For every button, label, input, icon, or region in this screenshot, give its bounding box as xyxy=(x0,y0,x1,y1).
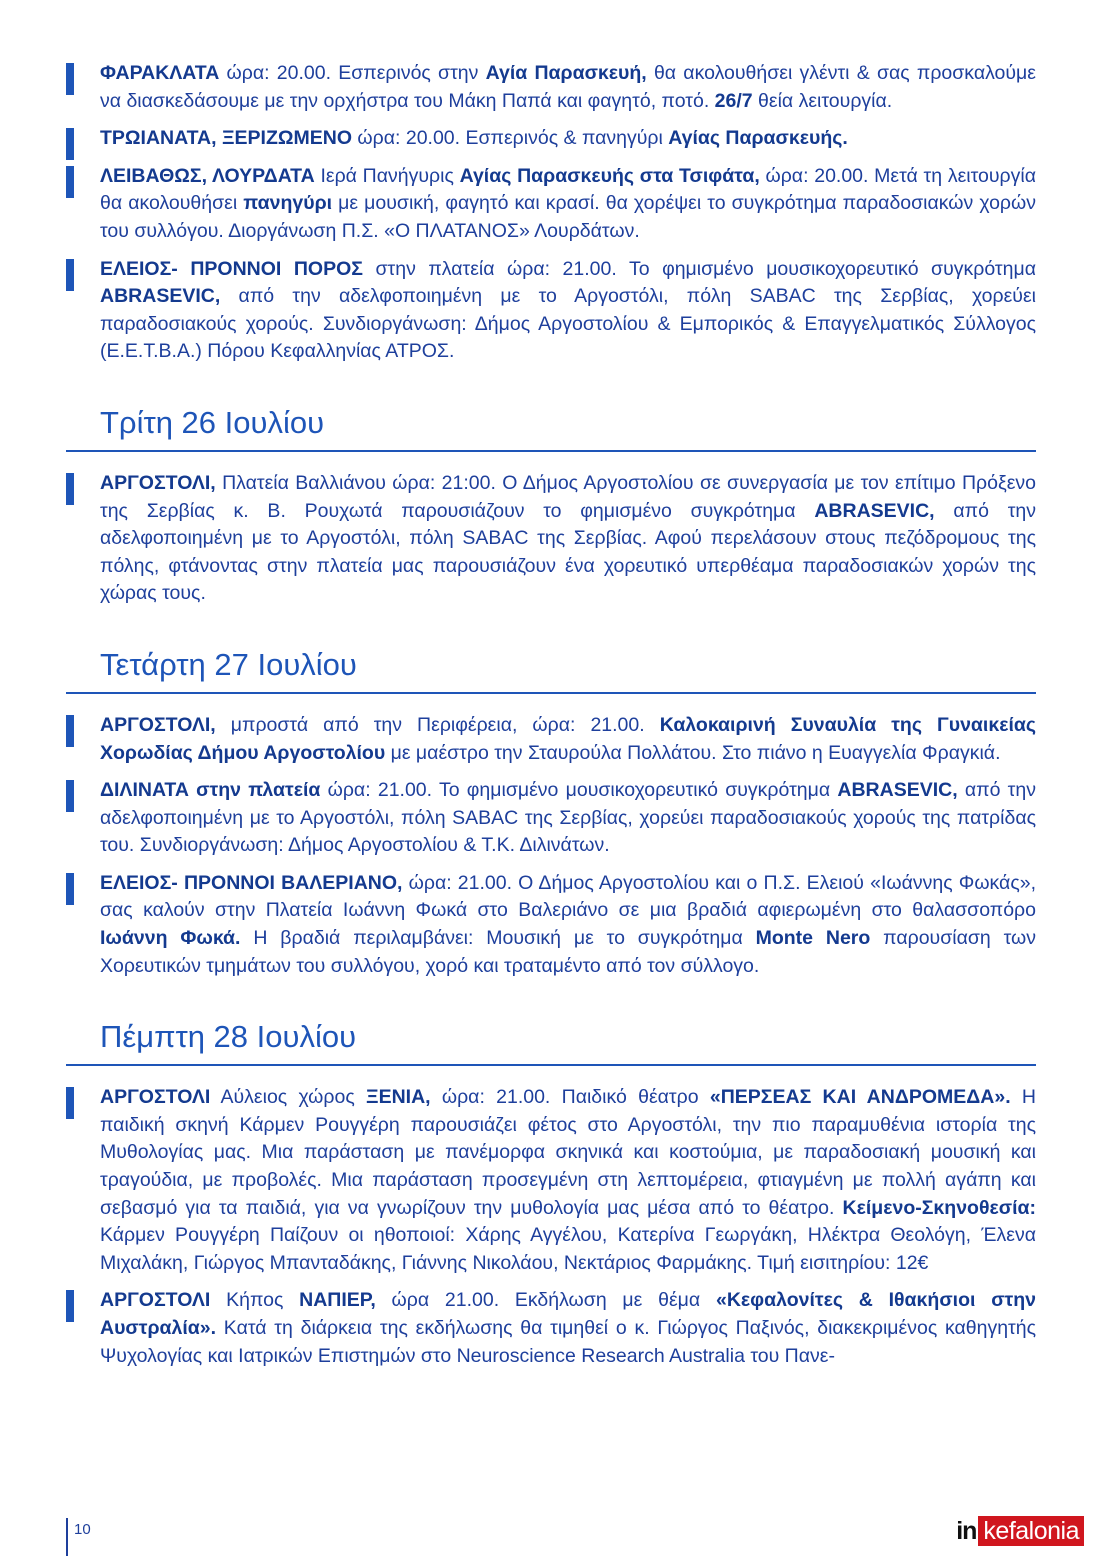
entry-text: ώρα: 21.00. Ο Δήμος Αργοστολίου και ο Π.Σ. Ελειού «Ιωάννης Φωκάς», σας καλούν στην Πλατεία Ιωάννη Φωκά στο Βαλεριάνο σε μια βραδιά αφιερωμένη στο θαλασσοπόρο xyxy=(100,871,1036,922)
entry-text: Η βραδιά περιλαμβάνει: Μουσική με το συγκρότημα xyxy=(240,927,756,950)
event-entry xyxy=(66,256,1036,366)
event-entry xyxy=(66,1084,1036,1277)
entry-text: Η παιδική σκηνή Κάρμεν Ρουγγέρη παρουσιάζει φέτος στο Αργοστόλι, την πιο παραμυθένια ιστορία της Μυθολογίας μας. Μια παράσταση με πανέμορφα σκηνικά και κοστούμια, με παραδοσιακή μουσική και τραγούδια, με προβολές. Μια παράσταση προσεγμένη στη λεπτομέρεια, φτιαγμένη με πολλή αγάπη και σεβασμό για τα παιδιά, για να γνωρίζουν την μυθολογία μας μέσα από το θέατρο. xyxy=(100,1086,1037,1219)
entry-text: ώρα: 21.00. Παιδικό θέατρο xyxy=(430,1086,710,1109)
entry-marker xyxy=(66,1290,74,1322)
entry-highlight: ΦΑΡΑΚΛΑΤΑ xyxy=(100,62,220,84)
day-heading: Τρίτη 26 Ιουλίου xyxy=(66,404,1036,452)
entry-highlight: «Κεφαλονίτες & Ιθακήσιοι στην Αυστραλία». xyxy=(100,1289,1036,1339)
entry-text: ώρα 21.00. Εκδήλωση με θέμα xyxy=(375,1289,716,1312)
event-entry xyxy=(66,470,1036,608)
entry-text: Κατά τη διάρκεια της εκδήλωσης θα τιμηθεί ο κ. Γιώργος Παξινός, διακεκριμένος καθηγητής Ψυχολογίας και Ιατρικών Επιστημών στο Neuroscience Research Australia του Πανε- xyxy=(100,1317,1036,1367)
entry-highlight: Αγίας Παρασκευής. xyxy=(668,127,848,150)
entry-highlight: ΑΡΓΟΣΤΟΛΙ, xyxy=(100,713,216,736)
entry-text: από την αδελφοποιημένη με το Αργοστόλι, πόλη SABAC της Σερβίας, χορεύει παραδοσιακούς χορούς. Συνδιοργάνωση: Δήμος Αργοστολίου & Εμπορικός & Επαγγελματικός Σύλλογος (Ε.Ε.Τ.Β.Α.) Πόρου Κεφαλληνίας ΑΤΡΟΣ. xyxy=(100,285,1036,363)
entry-text: Κάρμεν Ρουγγέρη Παίζουν οι ηθοποιοί: Χάρης Αγγέλου, Κατερίνα Γεωργάκη, Ηλέκτρα Θεολόγη, Έλενα Μιχαλάκη, Γιώργος Μπανταδάκης, Γιάννης Νικολάου, Νεκτάριος Φαρμάκης. Τιμή εισιτηρίου: 12€ xyxy=(100,1224,1036,1274)
entry-highlight: ΑΡΓΟΣΤΟΛΙ, xyxy=(100,471,216,494)
entry-marker xyxy=(66,473,74,505)
entry-text: από την αδελφοποιημένη με το Αργοστόλι, πόλη SABAC της Σερβίας. Αφού περελάσουν στους πεζόδρομους της πόλης, φτάνοντας στην πλατεία μας παρουσιάζουν ένα χορευτικό υπερθέαμα παραδοσιακών χορών της χώρας τους. xyxy=(100,499,1036,605)
entry-highlight: Αγίας Παρασκευής στα Τσιφάτα, xyxy=(459,164,760,187)
entry-text: ώρα: 20.00. Εσπερινός & πανηγύρι xyxy=(352,127,669,150)
event-entry xyxy=(66,163,1036,246)
entry-highlight: ΕΛΕΙΟΣ- ΠΡΟΝΝΟΙ ΒΑΛΕΡΙΑΝΟ, xyxy=(100,871,403,894)
entry-marker xyxy=(66,1087,74,1119)
entry-text: ώρα: 21.00. Το φημισμένο μουσικοχορευτικό συγκρότημα xyxy=(320,779,838,802)
entry-highlight: πανηγύρι xyxy=(243,192,333,215)
events-listing xyxy=(66,60,1036,1380)
logo-kefalonia-text: kefalonia xyxy=(978,1516,1084,1546)
entry-text: με μουσική, φαγητό και κρασί. θα χορέψει το συγκρότημα παραδοσιακών χορών του συλλόγου. Διοργάνωση Π.Σ. «Ο ΠΛΑΤΑΝΟΣ» Λουρδάτων. xyxy=(100,192,1036,242)
entry-text: από την αδελφοποιημένη με το Αργοστόλι, πόλη SABAC της Σερβίας, χορεύει παραδοσιακούς χορούς της πατρίδας του. Συνδιοργάνωση: Δήμος Αργοστολίου & Τ.Κ. Διλινάτων. xyxy=(100,779,1036,857)
entry-highlight: ΑΡΓΟΣΤΟΛΙ xyxy=(100,1086,211,1109)
entry-text: με μαέστρο την Σταυρούλα Πολλάτου. Στο πιάνο η Ευαγγελία Φραγκιά. xyxy=(385,741,1001,764)
event-entry xyxy=(66,712,1036,767)
entry-text: ώρα: 20.00. Εσπερινός στην xyxy=(219,62,486,84)
entry-text: θα ακολουθήσει γλέντι & σας προσκαλούμε να διασκεδάσουμε με την ορχήστρα του Μάκη Παπά και φαγητό, ποτό. xyxy=(100,62,1036,112)
logo-in-text: in xyxy=(956,1517,977,1545)
day-heading: Πέμπτη 28 Ιουλίου xyxy=(66,1018,1036,1066)
entry-highlight: Καλοκαιρινή Συναυλία της Γυναικείας Χορωδίας Δήμου Αργοστολίου xyxy=(100,713,1036,764)
footer-divider xyxy=(66,1518,68,1556)
entry-highlight: 26/7 xyxy=(714,89,753,112)
page-number: 10 xyxy=(74,1521,91,1538)
entry-marker xyxy=(66,128,74,160)
entry-marker xyxy=(66,63,74,95)
entry-text: μπροστά από την Περιφέρεια, ώρα: 21.00. xyxy=(215,713,660,736)
event-entry xyxy=(66,777,1036,860)
entry-highlight: ΑΡΓΟΣΤΟΛΙ xyxy=(100,1289,211,1312)
entry-highlight: ΕΛΕΙΟΣ- ΠΡΟΝΝΟΙ ΠΟΡΟΣ xyxy=(100,257,363,280)
event-entry xyxy=(66,1287,1036,1370)
entry-marker xyxy=(66,873,74,905)
entry-text: Κήπος xyxy=(210,1289,300,1312)
event-entry xyxy=(66,60,1036,115)
entry-highlight: ΤΡΩΙΑΝΑΤΑ, ΞΕΡΙΖΩΜΕΝΟ xyxy=(100,127,353,150)
entry-highlight: ABRASEVIC, xyxy=(837,779,958,802)
entry-highlight: ΛΕΙΒΑΘΩΣ, ΛΟΥΡΔΑΤΑ xyxy=(100,164,315,187)
entry-text: ώρα: 20.00. Μετά τη λειτουργία θα ακολουθήσει xyxy=(100,164,1036,215)
entry-text: θεία λειτουργία. xyxy=(752,89,893,112)
entry-marker xyxy=(66,715,74,747)
entry-marker xyxy=(66,259,74,291)
entry-highlight: ABRASEVIC, xyxy=(100,285,221,308)
entry-highlight: ABRASEVIC, xyxy=(814,499,935,522)
entry-highlight: Monte Nero xyxy=(755,927,871,950)
day-heading: Τετάρτη 27 Ιουλίου xyxy=(66,646,1036,694)
inkefalonia-logo xyxy=(954,1516,1084,1546)
entry-highlight: Κείμενο-Σκηνοθεσία: xyxy=(842,1196,1036,1219)
entry-text: Ιερά Πανήγυρις xyxy=(314,164,460,187)
event-entry xyxy=(66,125,1036,153)
entry-highlight: «ΠΕΡΣΕΑΣ ΚΑΙ ΑΝΔΡΟΜΕΔΑ». xyxy=(709,1086,1011,1109)
event-entry xyxy=(66,870,1036,980)
entry-highlight: ΞΕΝΙΑ, xyxy=(366,1086,431,1109)
entry-highlight: Ιωάννη Φωκά. xyxy=(100,927,241,950)
entry-marker xyxy=(66,780,74,812)
entry-text: παρουσίαση των Χορευτικών τμημάτων του συλλόγου, χορό και τραταμέντο από τον σύλλογο. xyxy=(100,927,1037,977)
entry-text: στην πλατεία ώρα: 21.00. Το φημισμένο μουσικοχορευτικό συγκρότημα xyxy=(362,257,1036,280)
entry-text: Αύλειος χώρος xyxy=(210,1086,367,1109)
entry-text: Πλατεία Βαλλιάνου ώρα: 21:00. Ο Δήμος Αργοστολίου σε συνεργασία με τον επίτιμο Πρόξενο της Σερβίας κ. Β. Ρουχωτά παρουσιάζουν το φημισμένο συγκρότημα xyxy=(100,471,1036,522)
entry-marker xyxy=(66,166,74,198)
entry-highlight: ΝΑΠΙΕΡ, xyxy=(299,1289,376,1312)
entry-highlight: ΔΙΛΙΝΑΤΑ στην πλατεία xyxy=(100,779,321,802)
entry-highlight: Αγία Παρασκευή, xyxy=(485,62,647,84)
